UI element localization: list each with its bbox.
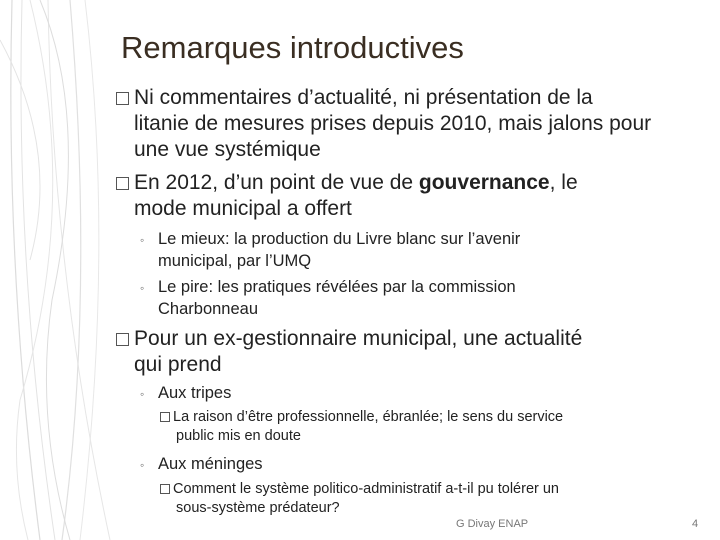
bullet-2-bold: gouvernance [418,171,550,194]
slide-title: Remarques introductives [121,30,464,65]
page-number: 4 [692,518,699,530]
ring-bullet-icon: ◦ [140,281,145,295]
sub-sub-bullet-3-1 [160,408,680,446]
checkbox-bullet-icon [160,484,170,494]
sub-bullet-2-1 [140,229,660,272]
checkbox-bullet-icon [116,333,129,346]
sub-bullet-3-2 [140,454,660,476]
ring-bullet-icon: ◦ [140,233,145,247]
sub-sub-bullet-3-2-cont: sous-système prédateur? [176,500,340,516]
checkbox-bullet-icon [160,412,170,422]
sub-sub-bullet-3-1-line1: La raison d’être professionnelle, ébranlée; le sens du service [173,409,564,425]
sub-bullet-2-2-line1: Le pire: les pratiques révélées par la commission [158,278,516,296]
sub-bullet-2-2 [140,277,660,320]
bullet-2 [116,170,696,222]
bullet-2-cont: mode municipal a offert [134,197,352,220]
sub-bullet-2-2-cont: Charbonneau [158,300,258,318]
sub-bullet-3-1-label: Aux tripes [158,384,232,402]
bullet-3-cont: qui prend [134,353,222,376]
bullet-1-line1: Ni commentaires d’actualité, ni présentation de la [134,86,593,109]
checkbox-bullet-icon [116,177,129,190]
sub-bullet-3-2-label: Aux méninges [158,455,263,473]
sub-sub-bullet-3-1-cont: public mis en doute [176,428,301,444]
bullet-1-cont: litanie de mesures prises depuis 2010, mais jalons pour une vue systémique [134,112,652,161]
bullet-3-line1: Pour un ex-gestionnaire municipal, une actualité [134,327,583,350]
bullet-2-post: , le [549,171,578,194]
sub-sub-bullet-3-2 [160,480,680,518]
sub-bullet-3-1 [140,383,660,405]
sub-bullet-2-1-line1: Le mieux: la production du Livre blanc sur l’avenir [158,230,521,248]
ring-bullet-icon: ◦ [140,387,145,401]
sub-sub-bullet-3-2-line1: Comment le système politico-administratif a-t-il pu tolérer un [173,481,559,497]
slide-footer: G Divay ENAP [456,518,529,530]
ring-bullet-icon: ◦ [140,458,145,472]
bullet-2-pre: En 2012, d’un point de vue de [134,171,419,194]
sub-bullet-2-1-cont: municipal, par l’UMQ [158,252,312,270]
checkbox-bullet-icon [116,92,129,105]
bullet-1 [116,85,696,163]
bullet-3 [116,326,696,378]
